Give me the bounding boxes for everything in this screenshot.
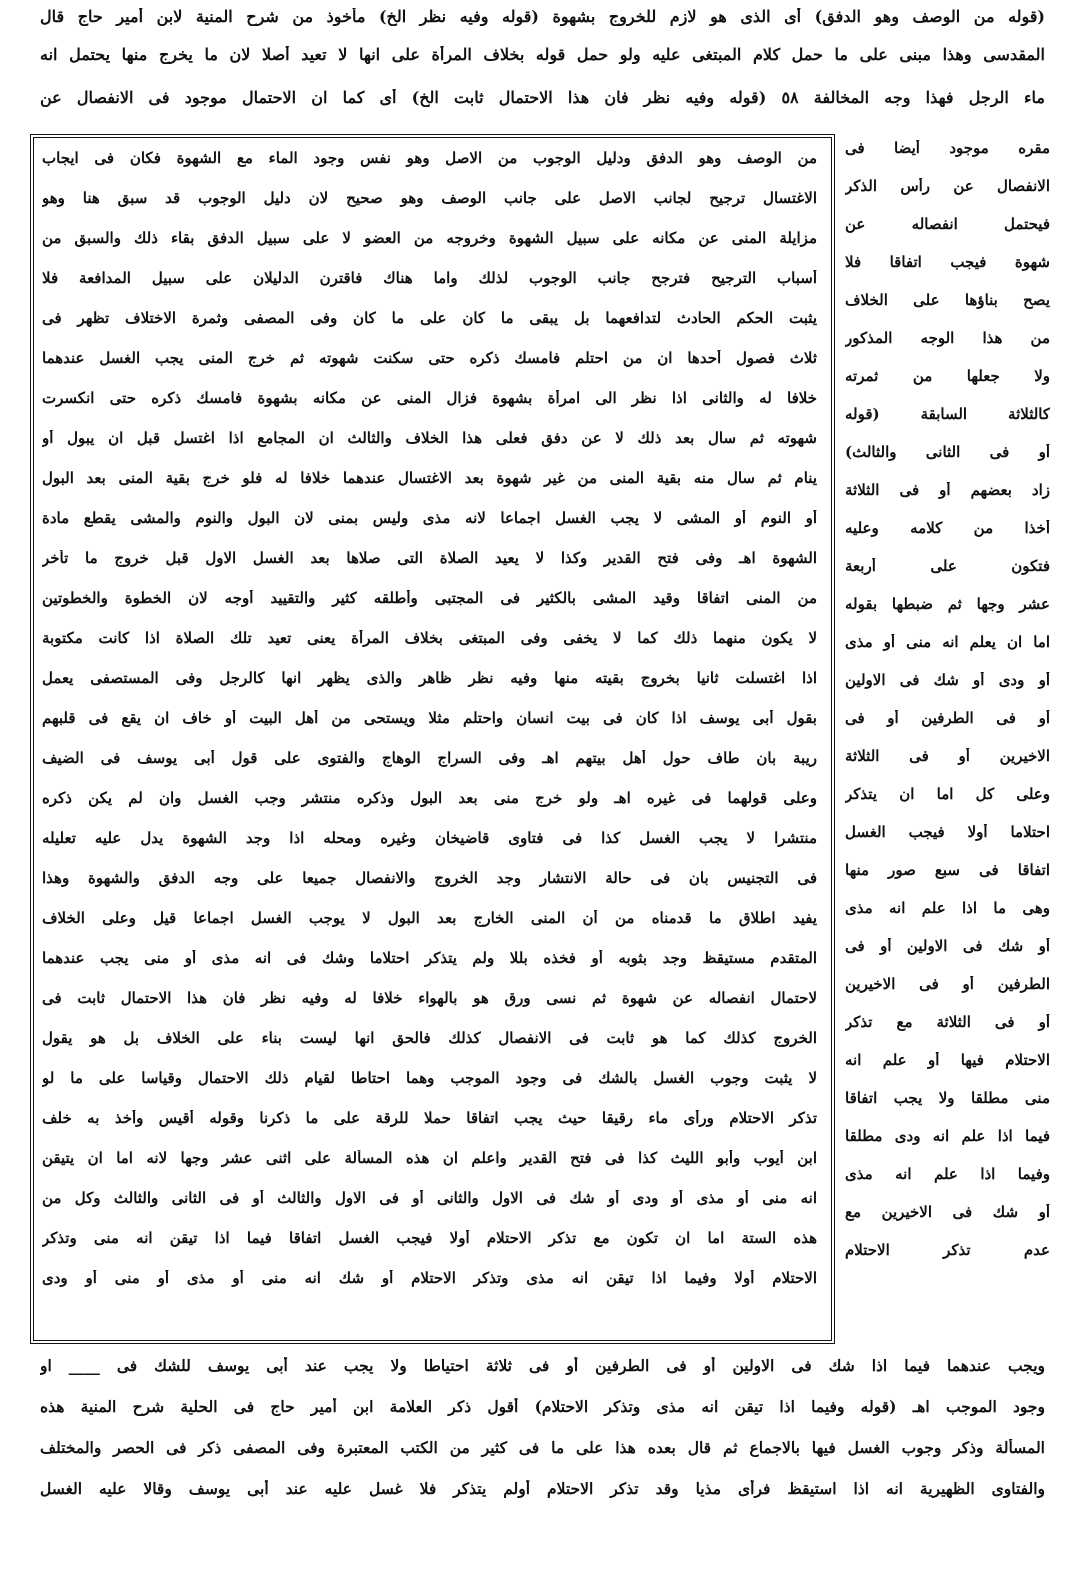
side-line: شهوة فيجب اتفاقا فلا (845, 254, 1050, 271)
main-line: انه منى أو مذى أو ودى أو شك فى الاول والثانى أو فى الاول والثالث أو فى الثانى والثالث وكل من (42, 1190, 817, 1207)
main-line: فى التجنيس بان فى حالة الانتشار وجد الخروج والانفصال جميعا على وجه الدفق والشهوة وهذا (42, 870, 817, 887)
main-line: الشهوة اهـ وفى فتح القدير وكذا لا يعيد الصلاة التى صلاها بعد الغسل الاول قبل خروج ما تأخر (42, 550, 817, 567)
side-line: عشر وجها ثم ضبطها بقوله (845, 596, 1050, 613)
side-line: وفيما اذا علم انه مذى (845, 1166, 1050, 1183)
side-line: الاخيرين أو فى الثلاثة (845, 748, 1050, 765)
side-line: فتكون على أربعة (845, 558, 1050, 575)
main-line: خلافا له والثانى اذا نظر الى امرأة بشهوة فزال المنى عن مكانه بشهوة فامسك ذكره حتى انكسرت (42, 390, 817, 407)
main-line: يفيد اطلاق ما قدمناه من أن المنى الخارج بعد البول لا يوجب الغسل اجماعا قيل وعلى الخلاف (42, 910, 817, 927)
side-line: الانفصال عن رأس الذكر (845, 178, 1050, 195)
bottom-line-2: وجود الموجب اهـ (قوله وفيما اذا تيقن انه مذى وتذكر الاحتلام) أقول ذكر العلامة ابن أمير حاج فى الحلية شرح المنية هذه (40, 1398, 1045, 1416)
bottom-line-3: المسألة وذكر وجوب الغسل فيها بالاجماع ثم قال بعده هذا على ما فى كثير من الكتب المعتبرة وفى المصفى ذكر فى الحصر والمختلف (40, 1439, 1045, 1457)
main-line: مزايلة المنى عن مكانه على سبيل الشهوة وخروجه من العضو لا على سبيل الدفق بقاء ذلك والسبق من (42, 230, 817, 247)
side-line: وهى ما اذا علم انه مذى (845, 900, 1050, 917)
main-line: ينام ثم سال منه بقية المنى من غير شهوة بعد الاغتسال عندهما خلافا له فلو خرج بقية المنى بعد البول (42, 470, 817, 487)
main-line: الخروج كذلك كما هو ثابت فى الانفصال كذلك فالحق انها ليست بناء على الخلاف بل هو يقول (42, 1030, 817, 1047)
main-line: من المنى اتفاقا وقيد المشى بالكثير فى المجتبى وأطلقه كثير والتقييد أوجه لان الخطوة والخطوتين (42, 590, 817, 607)
main-line: وعلى قولهما فى غيره اهـ ولو خرج منى بعد البول وذكره منتشر وجب الغسل وان لم يكن ذكره (42, 790, 817, 807)
side-line: زاد بعضهم أو فى الثلاثة (845, 482, 1050, 499)
side-line: فيما اذا علم انه ودى مطلقا (845, 1128, 1050, 1145)
side-line: أو ودى أو شك فى الاولين (845, 672, 1050, 689)
main-line: يثبت الحكم الحادث لتدافعهما بل يبقى ما كان على ما كان وفى المصفى وثمرة الاختلاف تظهر فى (42, 310, 817, 327)
main-line: تذكر الاحتلام ورأى ماء رقيقا حيث يجب اتفاقا حملا للرقة على ما ذكرنا وقوله أقيس وأخذ به خلف (42, 1110, 817, 1127)
main-line: الاغتسال ترجيح لجانب الاصل على جانب الوصف وهو صحيح لان دليل الوجوب قد سبق هنا وهو (42, 190, 817, 207)
main-line: شهوته ثم سال بعد ذلك لا عن دفق فعلى هذا الخلاف والثالث ان المجامع اذا اغتسل قبل ان يبول أو (42, 430, 817, 447)
main-line: ريبة بان طاف حول أهل بيتهم اهـ وفى السراج الوهاج والفتوى على قول أبى يوسف فى الضيف (42, 750, 817, 767)
side-line: وعلى كل اما ان يتذكر (845, 786, 1050, 803)
side-line: كالثلاثة السابقة (قوله (845, 406, 1050, 423)
main-line: لا يثبت وجوب الغسل بالشك فى وجود الموجب وهما احتاطا لقيام ذلك الاحتمال وقياسا على ما لو (42, 1070, 817, 1087)
side-line: يصح بناؤها على الخلاف (845, 292, 1050, 309)
side-line: اما ان يعلم انه منى أو مذى (845, 634, 1050, 651)
main-line: بقول أبى يوسف اذا كان فى بيت انسان واحتلم مثلا ويستحى من أهل البيت أو خاف ان يقع فى قلبهم (42, 710, 817, 727)
top-line-3: ماء الرجل فهذا وجه المخالفة ٥٨ (قوله وفيه نظر فان هذا الاحتمال ثابت الخ) أى كما ان الاحتمال موجود فى الانفصال عن (40, 89, 1045, 107)
side-line: أو فى الثلاثة مع تذكر (845, 1014, 1050, 1031)
side-line: أو شك فى الاولين أو فى (845, 938, 1050, 955)
main-line: منتشرا لا يجب الغسل كذا فى فتاوى قاضيخان وغيره ومحله اذا وجد الشهوة يدل عليه تعليله (42, 830, 817, 847)
bottom-line-4: والفتاوى الظهيرية انه اذا استيقظ فرأى مذيا وقد تذكر الاحتلام أولم يتذكر فلا غسل عليه عند أبى يوسف وقالا عليه الغسل (40, 1480, 1045, 1498)
side-line: الاحتلام فيها أو علم انه (845, 1052, 1050, 1069)
main-line: المتقدم مستيقظ وجد بثوبه أو فخذه بللا ولم يتذكر احتلاما وشك فى انه مذى أو منى يجب عندهما (42, 950, 817, 967)
main-line: أسباب الترجيح فترجح جانب الوجوب لذلك واما هناك فاقترن الدليلان على سبيل المدافعة فلا (42, 270, 817, 287)
side-line: اتفاقا فى سبع صور منها (845, 862, 1050, 879)
side-line: احتلاما أولا فيجب الغسل (845, 824, 1050, 841)
side-line: منى مطلقا ولا يجب اتفاقا (845, 1090, 1050, 1107)
main-line: ابن أيوب وأبو الليث كذا فى فتح القدير واعلم ان هذه المسألة على اثنى عشر وجها لانه اما ان يتيقن (42, 1150, 817, 1167)
side-line: من هذا الوجه المذكور (845, 330, 1050, 347)
main-line: من الوصف وهو الدفق ودليل الوجوب من الاصل وهو نفس وجود الماء مع الشهوة فكان فى ايجاب (42, 150, 817, 167)
side-line: ولا جعلها من ثمرته (845, 368, 1050, 385)
top-line-2: المقدسى وهذا مبنى على ما حمل كلام المبتغى عليه ولو حمل قوله بخلاف المرأة على انها لا تعيد أصلا لان ما يخرج منها يحتمل انه (40, 46, 1045, 64)
side-line: مقره موجود أيضا فى (845, 140, 1050, 157)
side-line: فيحتمل انفصاله عن (845, 216, 1050, 233)
side-line: أو فى الطرفين أو فى (845, 710, 1050, 727)
side-line: عدم تذكر الاحتلام (845, 1242, 1050, 1259)
top-line-1: (قوله من الوصف وهو الدفق) أى الذى هو لازم للخروج بشهوة (قوله وفيه نظر الخ) مأخوذ من شرح المنية لابن أمير حاج قال (40, 8, 1045, 26)
main-line: أو النوم أو المشى لا يجب الغسل اجماعا لانه مذى وليس بمنى لان البول والنوم والمشى يقطع مادة (42, 510, 817, 527)
side-line: الطرفين أو فى الاخيرين (845, 976, 1050, 993)
bottom-line-1: ويجب عندهما فيما اذا شك فى الاولين أو فى الطرفين أو فى ثلاثة احتياطا ولا يجب عند أبى يوسف للشك فى ____ او (40, 1357, 1045, 1375)
main-line: ثلاث فصول أحدها ان من احتلم فامسك ذكره حتى سكنت شهوته ثم خرج المنى يجب الغسل عندهما (42, 350, 817, 367)
main-line: اذا اغتسلت ثانيا بخروج بقيته منها وفيه نظر ظاهر والذى يظهر انها كالرجل وفى المستصفى يعمل (42, 670, 817, 687)
main-text-box (30, 134, 835, 1344)
main-line: لاحتمال انفصاله عن شهوة ثم نسى ورق هو بالهواء خلافا له وفيه نظر فان هذا الاحتمال ثابت فى (42, 990, 817, 1007)
side-line: أو شك فى الاخيرين مع (845, 1204, 1050, 1221)
main-line: الاحتلام أولا وفيما اذا تيقن انه مذى وتذكر الاحتلام أو شك انه منى أو مذى أو منى أو ودى (42, 1270, 817, 1287)
main-line: هذه الستة اما ان تكون مع تذكر الاحتلام أولا فيجب الغسل اتفاقا فيما اذا تيقن انه منى وتذكر (42, 1230, 817, 1247)
side-line: أو فى الثانى والثالث) (845, 444, 1050, 461)
side-line: أخذا من كلامه وعليه (845, 520, 1050, 537)
main-line: لا يكون منهما ذلك كما لا يخفى وفى المبتغى بخلاف المرأة يعنى تعيد تلك الصلاة اذا كانت مكتوبة (42, 630, 817, 647)
